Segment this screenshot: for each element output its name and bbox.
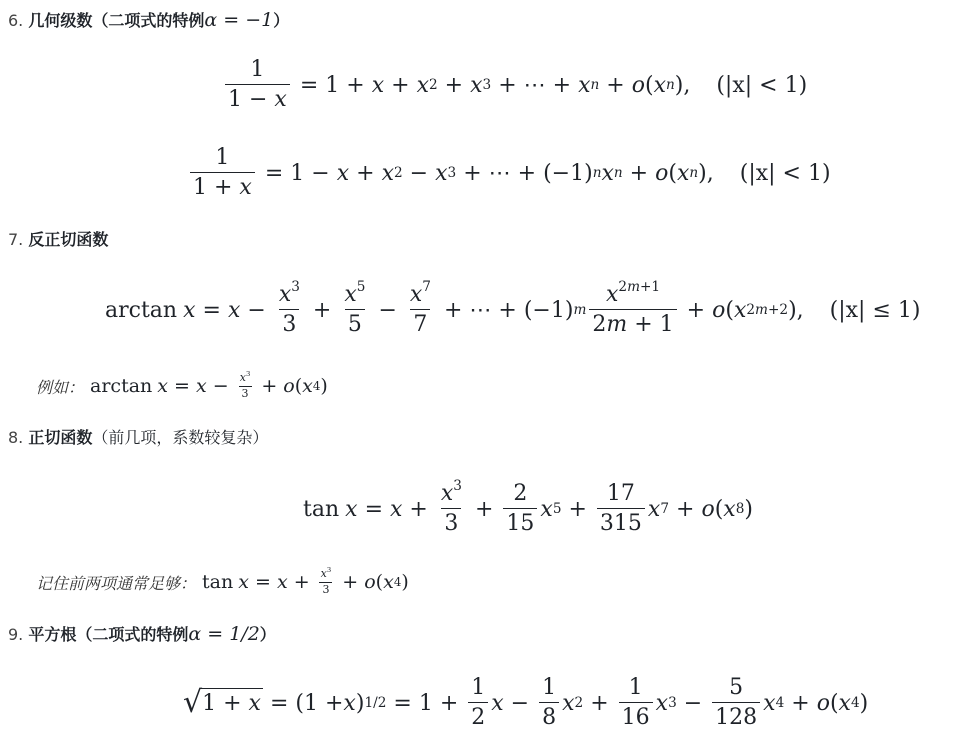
formula-sqrt: √ 1 + x = (1 + x ) 1/2 = 1 + $\frac{1}{2}$ x − $\frac{1}{8}$ x 2 + $\frac{1}{16}$ x 3 − $\frac{5}{128}$ x 4 + o ( x 4 ) <box>183 675 869 731</box>
section-7-heading: 7. 反正切函数 <box>8 230 109 249</box>
section-math: α = 1/2 <box>188 623 260 645</box>
section-title: 几何级数（二项式的特例 <box>28 11 205 30</box>
condition: (|x| ≤ 1) <box>829 297 921 323</box>
section-note: （前几项，系数较复杂） <box>92 428 269 447</box>
formula-geometric-minus: $\frac{1}{1 - x}$ = 1 + x + x 2 + x 3 + ⋯ + x n + o ( x n ), (|x| < 1) <box>222 58 807 112</box>
arctan-example: 例如： arctan x = x − $\frac{x^3}{3}$ + o ( x 4 ) <box>36 369 328 401</box>
section-title: 正切函数 <box>28 428 93 447</box>
section-6-heading: 6. 几何级数（二项式的特例α = −1） <box>8 9 290 31</box>
tan-note: 记住前两项通常足够： tan x = x + $\frac{x^3}{3}$ + o ( x 4 ) <box>36 565 409 597</box>
section-title: 反正切函数 <box>28 230 109 249</box>
section-8-heading: 8. 正切函数（前几项，系数较复杂） <box>8 428 269 447</box>
formula-geometric-plus: $\frac{1}{1 + x}$ = 1 − x + x 2 − x 3 + ⋯ + (−1) n x n + o ( x n ), (|x| < 1) <box>187 146 831 200</box>
section-math: α = −1 <box>204 9 274 31</box>
section-number: 6. <box>8 11 24 30</box>
section-9-heading: 9. 平方根（二项式的特例α = 1/2） <box>8 623 276 645</box>
formula-arctan: arctan x = x − $\frac{x^3}{3}$ + $\frac{x^5}{5}$ − $\frac{x^7}{7}$ + ⋯ + (−1) m $\frac{x^{2m+1}}{2m + 1}$ + o ( x 2m+2 ), (|x| ≤ 1) <box>105 278 921 338</box>
section-title: 平方根（二项式的特例 <box>28 625 189 644</box>
formula-tan: tan x = x + $\frac{x^3}{3}$ + $\frac{2}{15}$ x 5 + $\frac{17}{315}$ x 7 + o ( x 8 ) <box>303 477 753 537</box>
condition: (|x| < 1) <box>739 160 831 186</box>
condition: (|x| < 1) <box>716 72 808 98</box>
